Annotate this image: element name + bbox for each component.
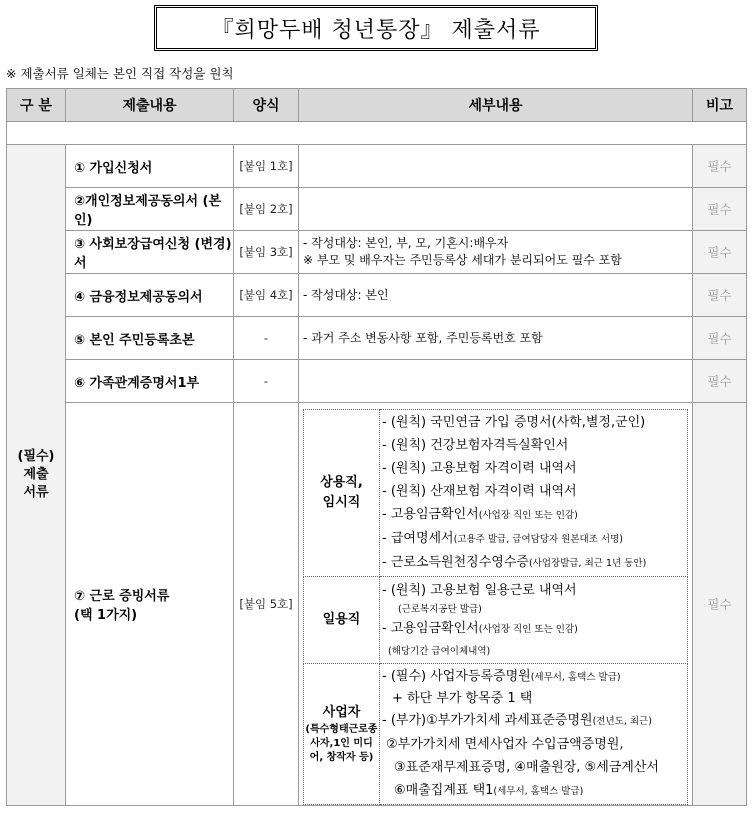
row-note: 필수: [693, 403, 747, 806]
doc-line: - 고용임금확인서(사업장 직인 또는 인감): [382, 507, 578, 522]
row-name: ① 가입신청서: [66, 145, 234, 188]
subgroup-label: 사업자 (특수형태근로종사자,1인 미디어, 창작자 등): [304, 664, 380, 805]
table-row: [7, 317, 747, 360]
row-detail: [299, 188, 693, 231]
doc-line: ⑥매출집계표 택1(세무서, 홈택스 발급): [394, 783, 584, 798]
header-content: 제출내용: [66, 89, 234, 122]
row-detail: [299, 145, 693, 188]
row-note: 필수: [693, 188, 747, 231]
doc-line: ③표준재무제표증명, ④매출원장, ⑤세금계산서: [394, 760, 659, 775]
row-form: [붙임 2호]: [234, 188, 299, 231]
row-name: ②개인정보제공동의서 (본인): [66, 188, 234, 231]
subgroup-row: [304, 664, 688, 805]
detail-line: ※ 부모 및 배우자는 주민등록상 세대가 분리되어도 필수 포함: [303, 253, 622, 267]
subgroup-label: 상용직, 임시직: [304, 410, 380, 577]
category-cell: (필수) 제출 서류: [7, 145, 66, 806]
detail-line: - 작성대상: 본인, 부, 모, 기혼시:배우자: [303, 236, 509, 250]
doc-line: - 고용임금확인서(사업장 직인 또는 인감): [382, 620, 578, 636]
table-row: [7, 145, 747, 188]
spacer-row: [7, 122, 747, 145]
doc-line: - (필수) 사업자등록증명원(세무서, 홈택스 발급): [382, 669, 621, 684]
row-form: -: [234, 360, 299, 403]
doc-line: + 하단 부가 항목중 1 택: [392, 691, 533, 706]
row-form: [붙임 1호]: [234, 145, 299, 188]
page-title: 『희망두배 청년통장』 제출서류: [154, 5, 598, 51]
doc-line: - (원칙) 건강보험자격득실확인서: [382, 438, 569, 453]
subgroup-lines: - (원칙) 고용보험 일용근로 내역서 (근로복지공단 발급) - 고용임금확인서(사업장 직인 또는 인감) (해당기간 급여이체내역): [380, 577, 688, 664]
work-subtable: [303, 409, 688, 805]
subgroup-lines: [380, 410, 688, 577]
doc-line: - (원칙) 산재보험 자격이력 내역서: [382, 484, 577, 499]
header-note: 비고: [693, 89, 747, 122]
work-detail: [299, 403, 693, 806]
row-note: 필수: [693, 317, 747, 360]
row-note: 필수: [693, 360, 747, 403]
row-note: 필수: [693, 145, 747, 188]
doc-line: - (원칙) 고용보험 일용근로 내역서: [382, 582, 577, 598]
row-name: ⑦ 근로 증빙서류 (택 1가지): [66, 403, 234, 806]
doc-line: - (부가)①부가가치세 과세표준증명원(전년도, 최근): [382, 713, 652, 728]
subgroup-label: 일용직: [304, 577, 380, 664]
table-row: [7, 360, 747, 403]
doc-line: - 급여명세서(고용주 발급, 급여담당자 원본대조 서명): [382, 531, 623, 546]
row-detail: [299, 360, 693, 403]
row-name: ⑤ 본인 주민등록초본: [66, 317, 234, 360]
table-row: [7, 274, 747, 317]
row-form: [붙임 5호]: [234, 403, 299, 806]
table-row: [7, 231, 747, 274]
notice-text: ※ 제출서류 일체는 본인 직접 작성을 원칙: [6, 66, 234, 81]
row-note: 필수: [693, 274, 747, 317]
documents-table: [6, 88, 747, 806]
subgroup-lines: [380, 664, 688, 805]
row-name: ⑥ 가족관계증명서1부: [66, 360, 234, 403]
header-form: 양식: [234, 89, 299, 122]
row-note: 필수: [693, 231, 747, 274]
row-detail: [299, 231, 693, 274]
row-name: ③ 사회보장급여신청 (변경)서: [66, 231, 234, 274]
row-name: ④ 금융정보제공동의서: [66, 274, 234, 317]
subgroup-row: [304, 410, 688, 577]
row-form: [붙임 4호]: [234, 274, 299, 317]
doc-line: - (원칙) 고용보험 자격이력 내역서: [382, 461, 577, 476]
row-detail: - 과거 주소 변동사항 포함, 주민등록번호 포함: [299, 317, 693, 360]
doc-line: - 근로소득원천징수영수증(사업장발급, 최근 1년 동안): [382, 555, 647, 570]
doc-line: - (원칙) 국민연금 가입 증명서(사학,별정,군인): [382, 415, 646, 430]
table-row-work: [7, 403, 747, 806]
doc-line: ②부가가치세 면세사업자 수입금액증명원,: [386, 737, 624, 752]
header-detail: 세부내용: [299, 89, 693, 122]
table-header: [7, 89, 747, 122]
row-form: [붙임 3호]: [234, 231, 299, 274]
row-detail: - 작성대상: 본인: [299, 274, 693, 317]
table-row: [7, 188, 747, 231]
row-form: -: [234, 317, 299, 360]
subgroup-row: [304, 577, 688, 664]
header-category: 구 분: [7, 89, 66, 122]
